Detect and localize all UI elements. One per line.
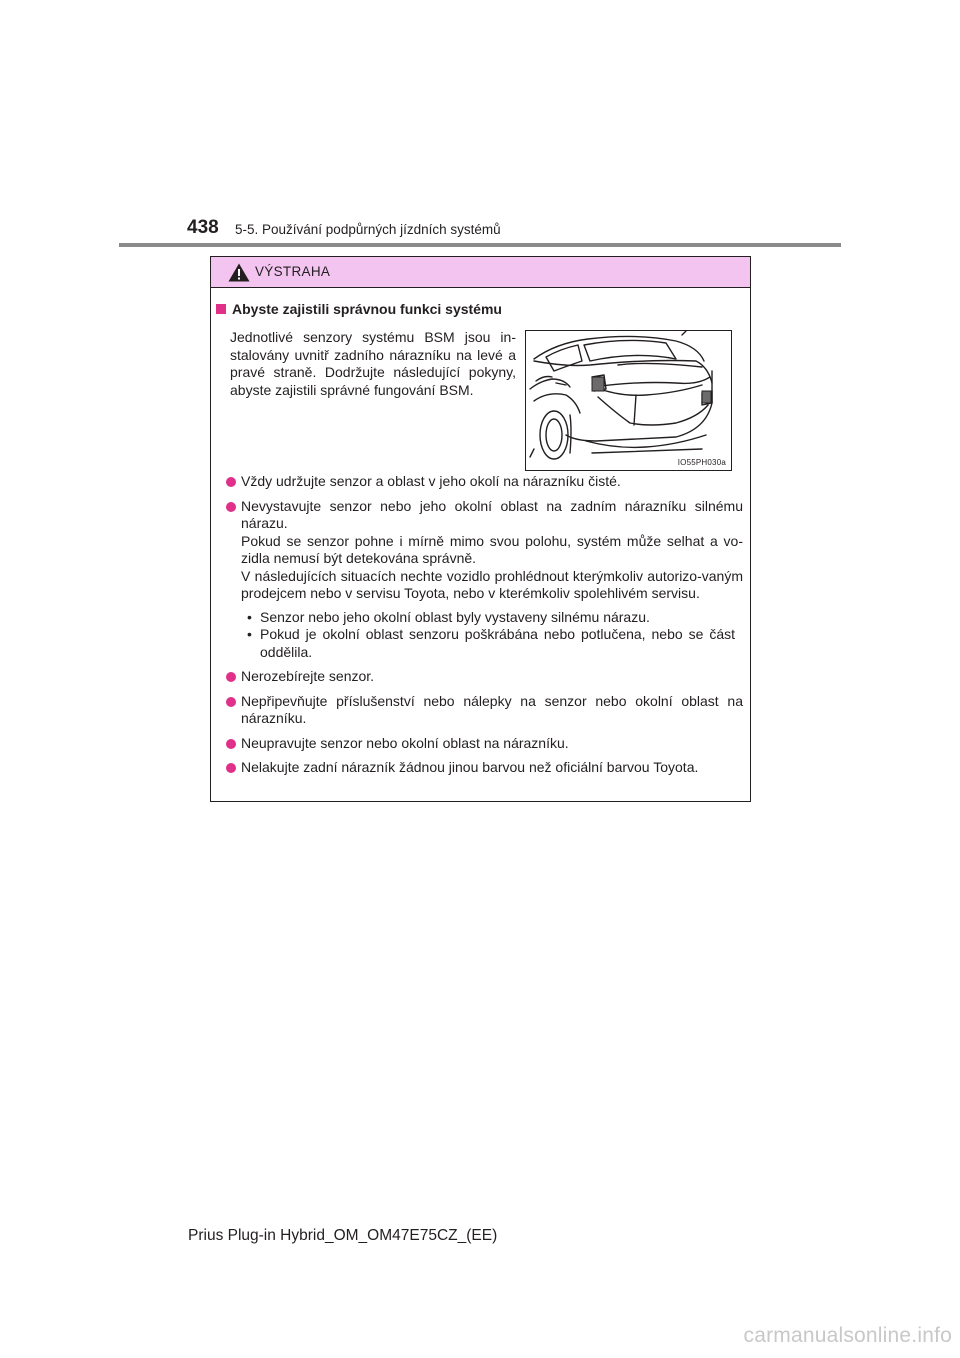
- circle-bullet-icon: [226, 763, 236, 773]
- warning-header: [211, 257, 750, 288]
- list-item-text: Nelakujte zadní nárazník žádnou jinou barvou než oficiální barvou Toyota.: [241, 759, 699, 775]
- list-item: [211, 668, 750, 686]
- list-item-extra: V následujících situacích nechte vozidlo prohlédnout kterýmkoliv autorizo-vaným prodejcem nebo v servisu Toyota, nebo v kterémkoliv spolehlivém servisu.: [241, 567, 743, 601]
- circle-bullet-icon: [226, 672, 236, 682]
- warning-box: [210, 256, 751, 802]
- watermark-link[interactable]: carmanualsonline.info: [743, 1324, 952, 1347]
- list-item-extra: Pokud se senzor pohne i mírně mimo svou polohu, systém může selhat a vo-zidla nemusí být detekována správně.: [241, 532, 743, 566]
- circle-bullet-icon: [226, 477, 236, 487]
- list-item-text: Nevystavujte senzor nebo jeho okolní oblast na zadním nárazníku silnému nárazu.: [241, 497, 743, 531]
- sub-list: [241, 609, 743, 662]
- warning-title: VÝSTRAHA: [255, 264, 331, 279]
- intro-paragraph: Jednotlivé senzory systému BSM jsou in-stalovány uvnitř zadního nárazníku na levé a pravé straně. Dodržujte následující pokyny, abyste zajistili správné fungování BSM.: [230, 329, 516, 398]
- list-item-text: Nepřipevňujte příslušenství nebo nálepky na senzor nebo okolní oblast na nárazníku.: [241, 692, 743, 726]
- list-item: [211, 473, 750, 491]
- sub-list-item: [241, 609, 735, 627]
- square-bullet-icon: [216, 304, 226, 314]
- warning-icon: [228, 263, 250, 282]
- car-rear-drawing: [526, 331, 731, 470]
- document-footer: Prius Plug-in Hybrid_OM_OM47E75CZ_(EE): [188, 1227, 498, 1244]
- figure-code: IO55PH030a: [677, 458, 726, 467]
- warning-heading: [216, 301, 502, 317]
- section-title: 5-5. Používání podpůrných jízdních systémů: [235, 222, 501, 237]
- list-item-text: Neupravujte senzor nebo okolní oblast na nárazníku.: [241, 734, 569, 751]
- header-divider: [119, 243, 841, 247]
- list-item: [211, 693, 750, 728]
- circle-bullet-icon: [226, 502, 236, 512]
- car-rear-illustration: [525, 330, 732, 471]
- dot-bullet-icon: •: [247, 626, 252, 642]
- circle-bullet-icon: [226, 739, 236, 749]
- circle-bullet-icon: [226, 697, 236, 707]
- dot-bullet-icon: •: [247, 608, 252, 625]
- list-item: [211, 735, 750, 753]
- instruction-list: [211, 473, 750, 784]
- list-item-text: Vždy udržujte senzor a oblast v jeho okolí na nárazníku čisté.: [241, 473, 621, 489]
- list-item: [211, 498, 750, 662]
- page-number: 438: [187, 217, 219, 238]
- list-item-text: Nerozebírejte senzor.: [241, 668, 375, 684]
- sub-list-item: [241, 626, 735, 661]
- sub-list-item-text: Pokud je okolní oblast senzoru poškrábána nebo potlučena, nebo se část oddělila.: [260, 626, 735, 660]
- list-item: [211, 759, 750, 777]
- sub-list-item-text: Senzor nebo jeho okolní oblast byly vystaveny silnému nárazu.: [260, 608, 650, 625]
- warning-heading-text: Abyste zajistili správnou funkci systému: [232, 301, 502, 317]
